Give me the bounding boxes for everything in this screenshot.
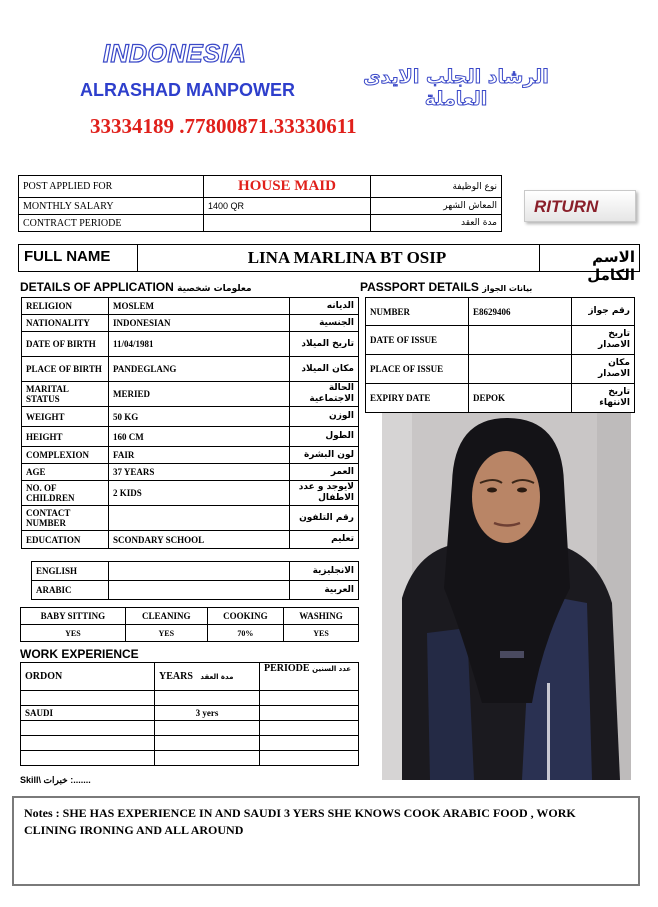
application-label-arabic: لون البشرة bbox=[290, 447, 359, 464]
application-label-arabic: تاريخ الميلاد bbox=[290, 332, 359, 357]
salary-value: 1400 QR bbox=[204, 198, 371, 215]
experience-period bbox=[260, 721, 359, 736]
contract-label-arabic: مدة العقد bbox=[371, 215, 502, 232]
passport-label-arabic: رقم جواز bbox=[572, 298, 635, 326]
application-row bbox=[22, 382, 359, 407]
experience-row bbox=[21, 721, 359, 736]
passport-row bbox=[366, 298, 635, 326]
application-label-arabic: الجنسية bbox=[290, 315, 359, 332]
application-label: COMPLEXION bbox=[22, 447, 109, 464]
application-row bbox=[22, 357, 359, 382]
applicant-photo bbox=[382, 413, 631, 780]
passport-value bbox=[469, 326, 572, 355]
experience-col-period-label: PERIODE bbox=[264, 663, 310, 674]
experience-title: WORK EXPERIENCE bbox=[20, 647, 139, 661]
experience-row bbox=[21, 691, 359, 706]
experience-table bbox=[20, 662, 359, 766]
application-label-arabic: الطول bbox=[290, 427, 359, 447]
application-label: EDUCATION bbox=[22, 531, 109, 549]
passport-row bbox=[366, 326, 635, 355]
experience-country bbox=[21, 751, 155, 766]
experience-period bbox=[260, 751, 359, 766]
experience-years bbox=[155, 736, 260, 751]
application-label: MARITAL STATUS bbox=[22, 382, 109, 407]
passport-label: DATE OF ISSUE bbox=[366, 326, 469, 355]
experience-years: 3 yers bbox=[155, 706, 260, 721]
passport-value: E8629406 bbox=[469, 298, 572, 326]
application-value: 11/04/1981 bbox=[109, 332, 290, 357]
passport-row bbox=[366, 355, 635, 384]
skill-header: COOKING bbox=[207, 608, 283, 625]
application-value: PANDEGLANG bbox=[109, 357, 290, 382]
application-label-arabic: تعليم bbox=[290, 531, 359, 549]
application-value: SCONDARY SCHOOL bbox=[109, 531, 290, 549]
company-name-arabic: الرشاد الجلب الايدى العاملة bbox=[363, 66, 549, 110]
application-title-text: DETAILS OF APPLICATION bbox=[20, 280, 174, 294]
application-row bbox=[22, 407, 359, 427]
experience-country bbox=[21, 721, 155, 736]
application-label-arabic: العمر bbox=[290, 464, 359, 481]
salary-label: MONTHLY SALARY bbox=[19, 198, 204, 215]
application-value: INDONESIAN bbox=[109, 315, 290, 332]
application-label-arabic: لايوجد و عدد الاطفال bbox=[290, 481, 359, 506]
experience-col-years-label: YEARS bbox=[159, 671, 193, 682]
post-value: HOUSE MAID bbox=[204, 176, 371, 198]
experience-period bbox=[260, 691, 359, 706]
experience-col-period-arabic: عدد السنين bbox=[312, 665, 352, 673]
experience-years bbox=[155, 691, 260, 706]
skill-line: Skill\ خبرات :....... bbox=[20, 775, 91, 785]
contract-value bbox=[204, 215, 371, 232]
application-value: 2 KIDS bbox=[109, 481, 290, 506]
passport-label-arabic: تاريخ الانتهاء bbox=[572, 384, 635, 413]
phone-numbers: 33334189 .77800871.33330611 bbox=[90, 114, 357, 138]
application-label: NATIONALITY bbox=[22, 315, 109, 332]
application-row bbox=[22, 298, 359, 315]
application-value: FAIR bbox=[109, 447, 290, 464]
application-label: NO. OF CHILDREN bbox=[22, 481, 109, 506]
experience-period bbox=[260, 736, 359, 751]
contract-label: CONTRACT PERIODE bbox=[19, 215, 204, 232]
passport-row bbox=[366, 384, 635, 413]
passport-label: EXPIRY DATE bbox=[366, 384, 469, 413]
application-label-arabic: الوزن bbox=[290, 407, 359, 427]
skill-value: YES bbox=[21, 625, 126, 642]
language-row bbox=[32, 562, 359, 581]
application-title-arabic: معلومات شخصية bbox=[177, 284, 252, 294]
experience-col-years-arabic: مدة العقد bbox=[200, 673, 234, 681]
company-name: ALRASHAD MANPOWER bbox=[80, 80, 295, 100]
skill-value: 70% bbox=[207, 625, 283, 642]
application-table bbox=[21, 297, 359, 549]
job-table bbox=[18, 175, 502, 232]
passport-value: DEPOK bbox=[469, 384, 572, 413]
skill-header: CLEANING bbox=[125, 608, 207, 625]
passport-title bbox=[360, 280, 532, 294]
experience-period bbox=[260, 706, 359, 721]
passport-title-text: PASSPORT DETAILS bbox=[360, 280, 479, 294]
application-label: RELIGION bbox=[22, 298, 109, 315]
experience-years bbox=[155, 751, 260, 766]
experience-years bbox=[155, 721, 260, 736]
application-value: MOSLEM bbox=[109, 298, 290, 315]
skill-value: YES bbox=[284, 625, 359, 642]
application-label: WEIGHT bbox=[22, 407, 109, 427]
experience-country bbox=[21, 691, 155, 706]
experience-row bbox=[21, 751, 359, 766]
experience-country: SAUDI bbox=[21, 706, 155, 721]
language-value bbox=[109, 562, 290, 581]
application-value: 50 KG bbox=[109, 407, 290, 427]
experience-row bbox=[21, 736, 359, 751]
fullname-label-arabic: الاسم الكامل bbox=[587, 248, 635, 284]
application-label: AGE bbox=[22, 464, 109, 481]
application-row bbox=[22, 427, 359, 447]
passport-title-arabic: بيانات الجواز bbox=[482, 284, 533, 293]
notes-label: Notes : bbox=[24, 806, 60, 820]
application-value bbox=[109, 506, 290, 531]
language-value bbox=[109, 581, 290, 600]
experience-col-country: ORDON bbox=[21, 663, 155, 691]
language-label-arabic: الانجليزية bbox=[290, 562, 359, 581]
fullname-value: LINA MARLINA BT OSIP bbox=[247, 248, 447, 267]
salary-label-arabic: المعاش الشهر bbox=[371, 198, 502, 215]
application-label-arabic: مكان الميلاد bbox=[290, 357, 359, 382]
application-label: PLACE OF BIRTH bbox=[22, 357, 109, 382]
experience-row bbox=[21, 706, 359, 721]
experience-country bbox=[21, 736, 155, 751]
application-row bbox=[22, 531, 359, 549]
application-label: HEIGHT bbox=[22, 427, 109, 447]
application-row bbox=[22, 506, 359, 531]
language-label: ENGLISH bbox=[32, 562, 109, 581]
passport-label: NUMBER bbox=[366, 298, 469, 326]
post-label: POST APPLIED FOR bbox=[19, 176, 204, 198]
notes-box bbox=[12, 796, 640, 886]
passport-table bbox=[365, 297, 635, 413]
passport-label-arabic: مكان الاصدار bbox=[572, 355, 635, 384]
passport-value bbox=[469, 355, 572, 384]
application-label: CONTACT NUMBER bbox=[22, 506, 109, 531]
post-label-arabic: نوع الوظيفة bbox=[371, 176, 502, 198]
fullname-row bbox=[18, 244, 640, 284]
application-label: DATE OF BIRTH bbox=[22, 332, 109, 357]
application-row bbox=[22, 315, 359, 332]
application-value: 160 CM bbox=[109, 427, 290, 447]
application-row bbox=[22, 481, 359, 506]
application-row bbox=[22, 464, 359, 481]
language-label: ARABIC bbox=[32, 581, 109, 600]
language-label-arabic: العربية bbox=[290, 581, 359, 600]
fullname-label: FULL NAME bbox=[24, 248, 111, 265]
passport-label-arabic: تاريخ الاصدار bbox=[572, 326, 635, 355]
application-row bbox=[22, 332, 359, 357]
country-title: INDONESIA bbox=[103, 40, 247, 68]
application-label-arabic: الديانه bbox=[290, 298, 359, 315]
experience-col-years bbox=[155, 663, 260, 691]
skills-table bbox=[20, 607, 359, 642]
experience-col-period bbox=[260, 663, 359, 691]
skill-value: YES bbox=[125, 625, 207, 642]
application-label-arabic: رقم التلفون bbox=[290, 506, 359, 531]
skill-header: BABY SITTING bbox=[21, 608, 126, 625]
skill-header: WASHING bbox=[284, 608, 359, 625]
languages-table bbox=[31, 561, 359, 600]
application-label-arabic: الحالة الاجتماعية bbox=[290, 382, 359, 407]
application-value: 37 YEARS bbox=[109, 464, 290, 481]
return-button[interactable]: RITURN bbox=[524, 190, 636, 222]
language-row bbox=[32, 581, 359, 600]
notes-text: SHE HAS EXPERIENCE IN AND SAUDI 3 YERS SHE KNOWS COOK ARABIC FOOD , WORK CLINING IRONING AND ALL AROUND bbox=[24, 806, 576, 837]
application-title bbox=[20, 280, 252, 294]
application-row bbox=[22, 447, 359, 464]
application-value: MERIED bbox=[109, 382, 290, 407]
passport-label: PLACE OF ISSUE bbox=[366, 355, 469, 384]
